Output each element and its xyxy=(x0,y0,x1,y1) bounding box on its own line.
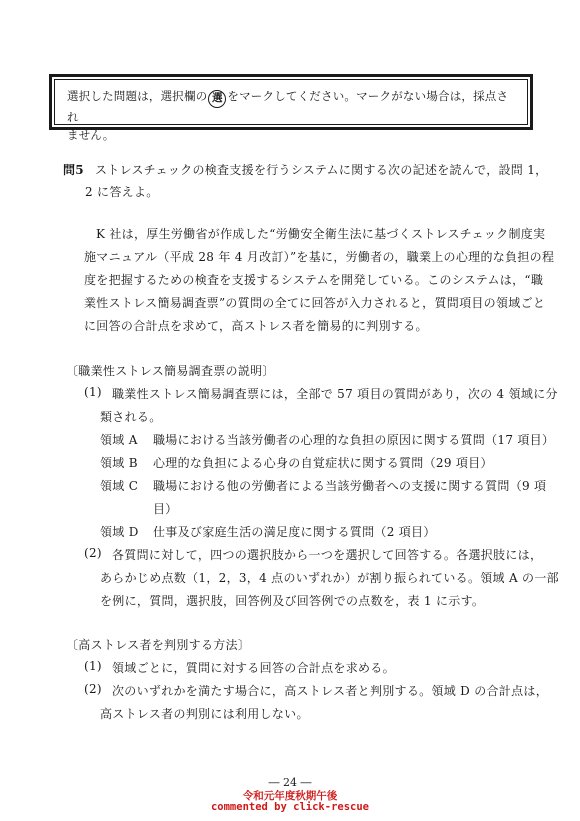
area-label-d: 領域 D xyxy=(100,525,139,539)
notice-box-inner xyxy=(54,79,528,142)
survey-item2-number: (2) xyxy=(84,546,102,560)
question-text-line2: 2 に答えよ。 xyxy=(85,185,159,199)
survey-item2-line3: を例に，質問，選択肢，回答例及び回答例での点数を，表 1 に示す。 xyxy=(100,594,485,608)
survey-item1-line1: 職業性ストレス簡易調査票には，全部で 57 項目の質問があり，次の 4 領域に分 xyxy=(112,387,558,401)
area-text-b: 心理的な負担による心身の自覚症状に関する質問（29 項目） xyxy=(153,456,493,470)
exam-session-note: 令和元年度秋期午後 xyxy=(242,790,338,802)
comment-credit: commented by click-rescue xyxy=(210,801,370,813)
area-label-c: 領域 C xyxy=(100,479,139,493)
method-item1-line1: 領域ごとに，質問に対する回答の合計点を求める。 xyxy=(112,661,395,675)
intro-line-1: K 社は，厚生労働省が作成した“労働安全衛生法に基づくストレスチェック制度実 xyxy=(96,227,546,241)
section-heading-method: 〔高ストレス者を判別する方法〕 xyxy=(66,638,251,652)
method-item2-line2: 高ストレス者の判別には利用しない。 xyxy=(100,707,309,721)
question-text-line1: ストレスチェックの検査支援を行うシステムに関する次の記述を読んで，設問 1， xyxy=(95,163,548,177)
intro-line-4: 業性ストレス簡易調査票”の質問の全てに回答が入力されると，質問項目の領域ごと xyxy=(84,296,546,310)
area-label-a: 領域 A xyxy=(100,433,138,447)
intro-line-5: に回答の合計点を求めて，高ストレス者を簡易的に判別する。 xyxy=(84,319,428,333)
survey-item2-line1: 各質問に対して，四つの選択肢から一つを選択して回答する。各選択肢には， xyxy=(112,548,543,562)
survey-item2-line2: あらかじめ点数（1，2，3，4 点のいずれか）が割り振られている。領域 A の一部 xyxy=(100,571,559,585)
question-number: 問5 xyxy=(63,163,84,177)
area-text-c-line2: 目） xyxy=(153,502,178,516)
survey-item1-number: (1) xyxy=(84,385,102,399)
notice-box xyxy=(49,74,533,142)
area-text-a: 職場における当該労働者の心理的な負担の原因に関する質問（17 項目） xyxy=(153,433,555,447)
notice-text-before: 選択した問題は，選択欄の xyxy=(67,89,208,103)
method-item2-line1: 次のいずれかを満たす場合に，高ストレス者と判別する。領域 D の合計点は， xyxy=(112,684,548,698)
area-label-b: 領域 B xyxy=(100,456,138,470)
survey-item1-line2: 類される。 xyxy=(100,410,162,424)
area-text-c: 職場における他の労働者による当該労働者への支援に関する質問（9 項 xyxy=(153,479,547,493)
section-heading-survey: 〔職業性ストレス簡易調査票の説明〕 xyxy=(66,364,275,378)
area-text-d: 仕事及び家庭生活の満足度に関する質問（2 項目） xyxy=(153,525,436,539)
intro-line-2: 施マニュアル（平成 28 年 4 月改訂）”を基に，労働者の，職業上の心理的な負担の程 xyxy=(84,250,555,264)
notice-text-line2: ません。 xyxy=(67,128,115,142)
page-number: ― 24 ― xyxy=(268,776,312,789)
intro-line-3: 度を把握するための検査を支援するシステムを開発している。このシステムは，“職 xyxy=(84,273,544,287)
method-item2-number: (2) xyxy=(84,682,102,696)
method-item1-number: (1) xyxy=(84,659,102,673)
circled-select-mark: 選 xyxy=(208,90,226,108)
notice-text-after: をマークしてください。マークがない場合は，採点され xyxy=(67,89,509,124)
